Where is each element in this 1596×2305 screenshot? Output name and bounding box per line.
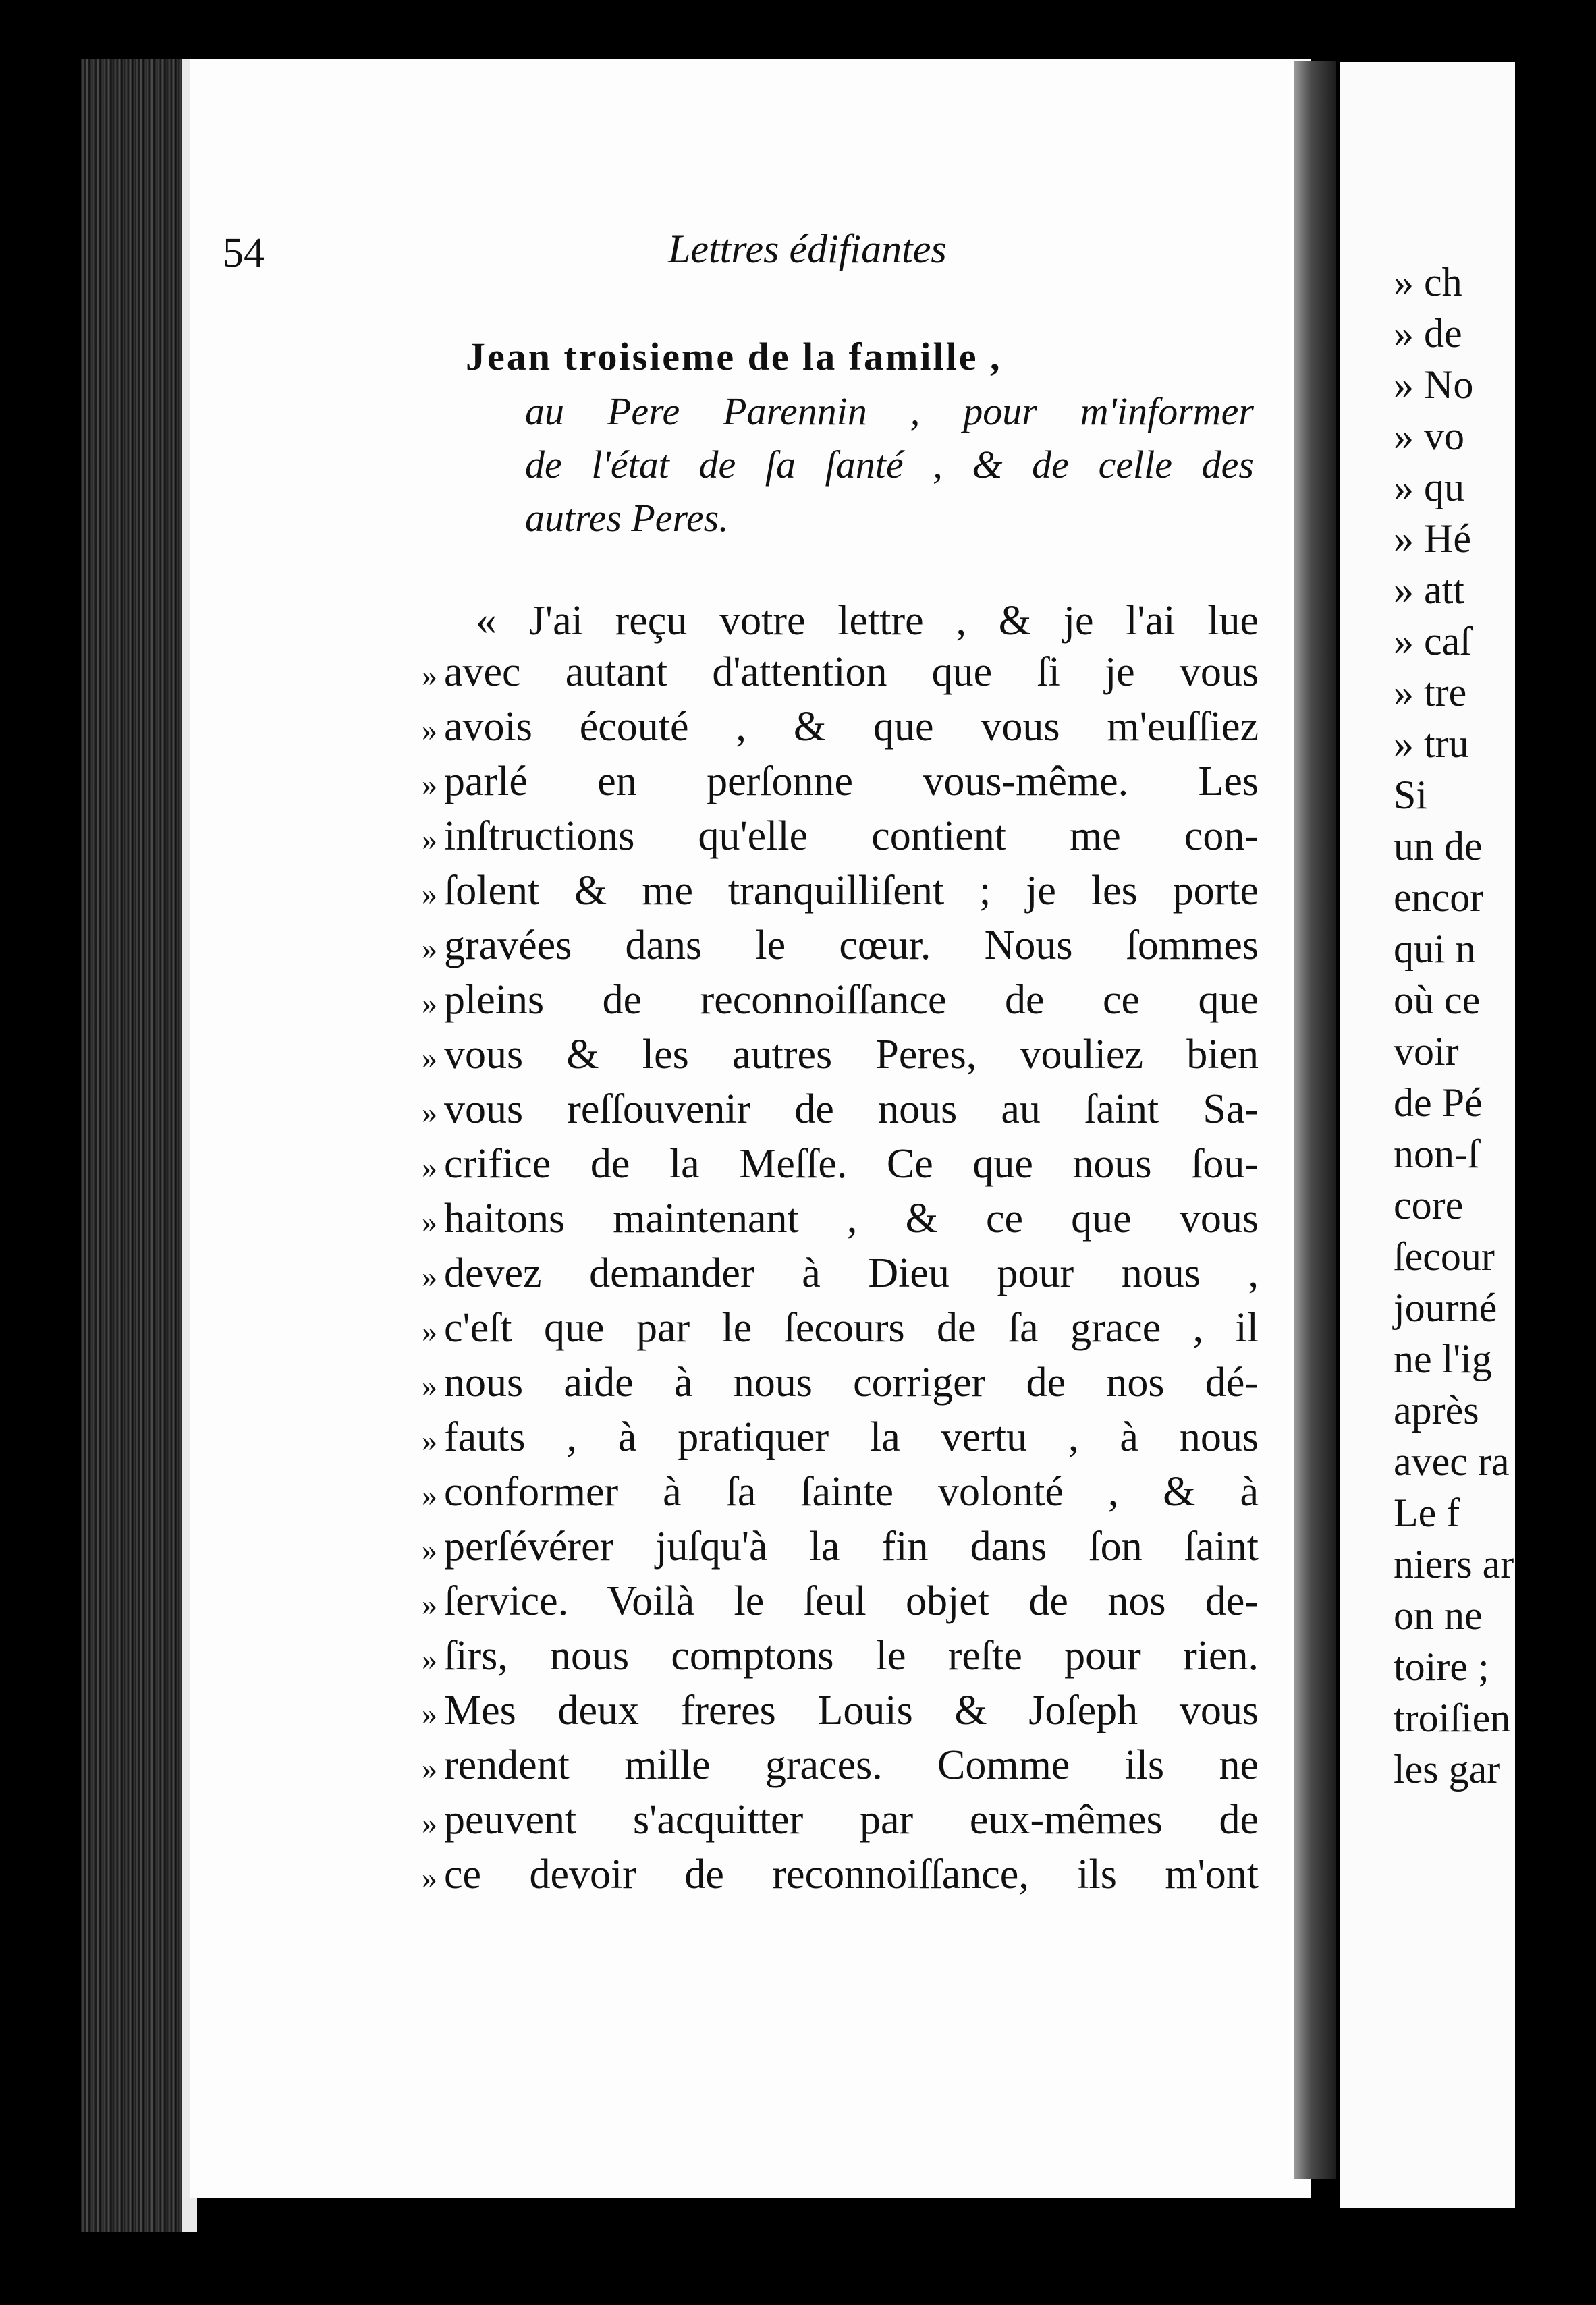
line-text: Mes deux freres Louis & Joſeph vous: [444, 1688, 1259, 1733]
facing-text-line: on ne: [1394, 1593, 1483, 1638]
text-line: [422, 920, 1259, 974]
line-text: avec autant d'attention que ſi je vous: [444, 649, 1259, 695]
line-text: ce devoir de reconnoiſſance, ils m'ont: [444, 1852, 1259, 1897]
line-text: perſévérer juſqu'à la fin dans ſon ſaint: [444, 1524, 1259, 1570]
line-text: devez demander à Dieu pour nous ,: [444, 1250, 1259, 1296]
facing-text-line: après: [1394, 1388, 1479, 1433]
facing-text-line: encor: [1394, 875, 1484, 920]
text-line: [422, 1084, 1259, 1138]
facing-text-line: » No: [1394, 362, 1474, 407]
text-line: [422, 1357, 1259, 1412]
quote-mark: »: [422, 658, 437, 692]
text-line: « J'ai reçu votre lettre , & je l'ai lue: [476, 598, 1259, 644]
quote-mark: »: [422, 822, 437, 856]
line-text: inſtructions qu'elle contient me con-: [444, 813, 1259, 859]
facing-text-line: de Pé: [1394, 1080, 1483, 1125]
facing-text-line: avec ra: [1394, 1439, 1510, 1484]
line-text: conformer à ſa ſainte volonté , & à: [444, 1469, 1259, 1515]
facing-text-line: Le f: [1394, 1491, 1460, 1535]
facing-text-line: » de: [1394, 311, 1462, 356]
quote-mark: »: [422, 1587, 437, 1621]
facing-text-line: les gar: [1394, 1747, 1501, 1792]
book-binding: [81, 59, 196, 2232]
line-text: avois écouté , & que vous m'euſſiez: [444, 704, 1259, 750]
quote-mark: »: [422, 1423, 437, 1457]
quote-mark: »: [422, 986, 437, 1020]
letter-body: [422, 646, 1259, 1904]
text-line: [422, 1412, 1259, 1466]
quote-mark: »: [422, 1204, 437, 1239]
text-line: [422, 646, 1259, 701]
quote-mark: »: [422, 1751, 437, 1785]
book-gutter: [1294, 61, 1336, 2179]
quote-mark: »: [422, 1806, 437, 1840]
text-line: [422, 1466, 1259, 1521]
quote-mark: »: [422, 931, 437, 966]
text-line: [422, 974, 1259, 1029]
page-number: 54: [223, 230, 265, 276]
facing-page-text: [1394, 256, 1596, 1795]
facing-text-line: ſecour: [1394, 1234, 1495, 1279]
facing-text-line: où ce: [1394, 978, 1481, 1022]
text-line: [422, 865, 1259, 920]
quote-mark: »: [422, 1860, 437, 1895]
text-line: [422, 701, 1259, 756]
text-line: [422, 1248, 1259, 1302]
facing-text-line: toire ;: [1394, 1644, 1489, 1689]
facing-text-line: Si: [1394, 773, 1428, 817]
letter-heading: Jean troisieme de la famille ,: [466, 335, 1002, 379]
quote-mark: »: [422, 1696, 437, 1731]
text-line: [422, 1849, 1259, 1904]
facing-text-line: non-ſ: [1394, 1132, 1479, 1176]
facing-text-line: qui n: [1394, 926, 1476, 971]
quote-mark: »: [422, 1314, 437, 1348]
facing-text-line: voir: [1394, 1029, 1459, 1074]
line-text: ſolent & me tranquilliſent ; je les porte: [444, 868, 1259, 914]
line-text: fauts , à pratiquer la vertu , à nous: [444, 1414, 1259, 1460]
line-text: rendent mille graces. Comme ils ne: [444, 1742, 1259, 1788]
facing-text-line: » att: [1394, 567, 1464, 612]
facing-text-line: » vo: [1394, 414, 1464, 458]
line-text: c'eſt que par le ſecours de ſa grace , il: [444, 1305, 1259, 1351]
text-line: [422, 1740, 1259, 1794]
line-text: vous & les autres Peres, vouliez bien: [444, 1032, 1259, 1078]
line-text: ſirs, nous comptons le reſte pour rien.: [444, 1633, 1259, 1679]
facing-text-line: journé: [1394, 1285, 1497, 1330]
facing-text-line: » ch: [1394, 260, 1462, 304]
line-text: ſervice. Voilà le ſeul objet de nos de-: [444, 1578, 1259, 1624]
text-line: [422, 1794, 1259, 1849]
text-line: [422, 810, 1259, 865]
line-text: peuvent s'acquitter par eux-mêmes de: [444, 1797, 1259, 1843]
heading-line: de l'état de ſa ſanté , & de celle des: [525, 443, 1254, 487]
quote-mark: »: [422, 1150, 437, 1184]
text-line: [422, 1302, 1259, 1357]
facing-text-line: » tre: [1394, 670, 1467, 715]
line-text: gravées dans le cœur. Nous ſommes: [444, 922, 1259, 968]
quote-mark: »: [422, 1095, 437, 1130]
facing-text-line: » caſ: [1394, 619, 1471, 663]
text-line: [422, 1576, 1259, 1630]
line-text: crifice de la Meſſe. Ce que nous ſou-: [444, 1141, 1259, 1187]
text-line: [422, 1138, 1259, 1193]
facing-text-line: niers ar: [1394, 1542, 1514, 1586]
line-text: nous aide à nous corriger de nos dé-: [444, 1360, 1259, 1406]
text-line: [422, 1521, 1259, 1576]
quote-mark: »: [422, 767, 437, 802]
letter-heading-subtitle: [525, 385, 1254, 545]
quote-mark: »: [422, 1478, 437, 1512]
quote-mark: »: [422, 1040, 437, 1075]
quote-mark: »: [422, 713, 437, 747]
heading-line: autres Peres.: [525, 496, 729, 540]
facing-text-line: core: [1394, 1183, 1464, 1227]
facing-page: [1340, 62, 1515, 2208]
quote-mark: »: [422, 1368, 437, 1403]
line-text: parlé en perſonne vous-même. Les: [444, 758, 1259, 804]
facing-text-line: » Hé: [1394, 516, 1471, 561]
line-text: pleins de reconnoiſſance de ce que: [444, 977, 1259, 1023]
facing-text-line: » tru: [1394, 721, 1469, 766]
quote-mark: »: [422, 1532, 437, 1567]
facing-text-line: troiſien: [1394, 1696, 1511, 1740]
quote-mark: »: [422, 877, 437, 911]
text-line: [422, 1029, 1259, 1084]
facing-text-line: un de: [1394, 824, 1483, 868]
body-first-line: [476, 595, 1259, 646]
heading-line: au Pere Parennin , pour m'informer: [525, 389, 1254, 433]
quote-mark: »: [422, 1642, 437, 1676]
text-line: [422, 1685, 1259, 1740]
text-line: [422, 756, 1259, 810]
facing-text-line: ne l'ig: [1394, 1337, 1492, 1381]
text-line: [422, 1630, 1259, 1685]
line-text: vous reſſouvenir de nous au ſaint Sa-: [444, 1086, 1259, 1132]
facing-text-line: » qu: [1394, 465, 1464, 509]
quote-mark: »: [422, 1259, 437, 1294]
text-line: [422, 1193, 1259, 1248]
line-text: haitons maintenant , & ce que vous: [444, 1196, 1259, 1242]
running-title: Lettres édifiantes: [668, 227, 947, 271]
